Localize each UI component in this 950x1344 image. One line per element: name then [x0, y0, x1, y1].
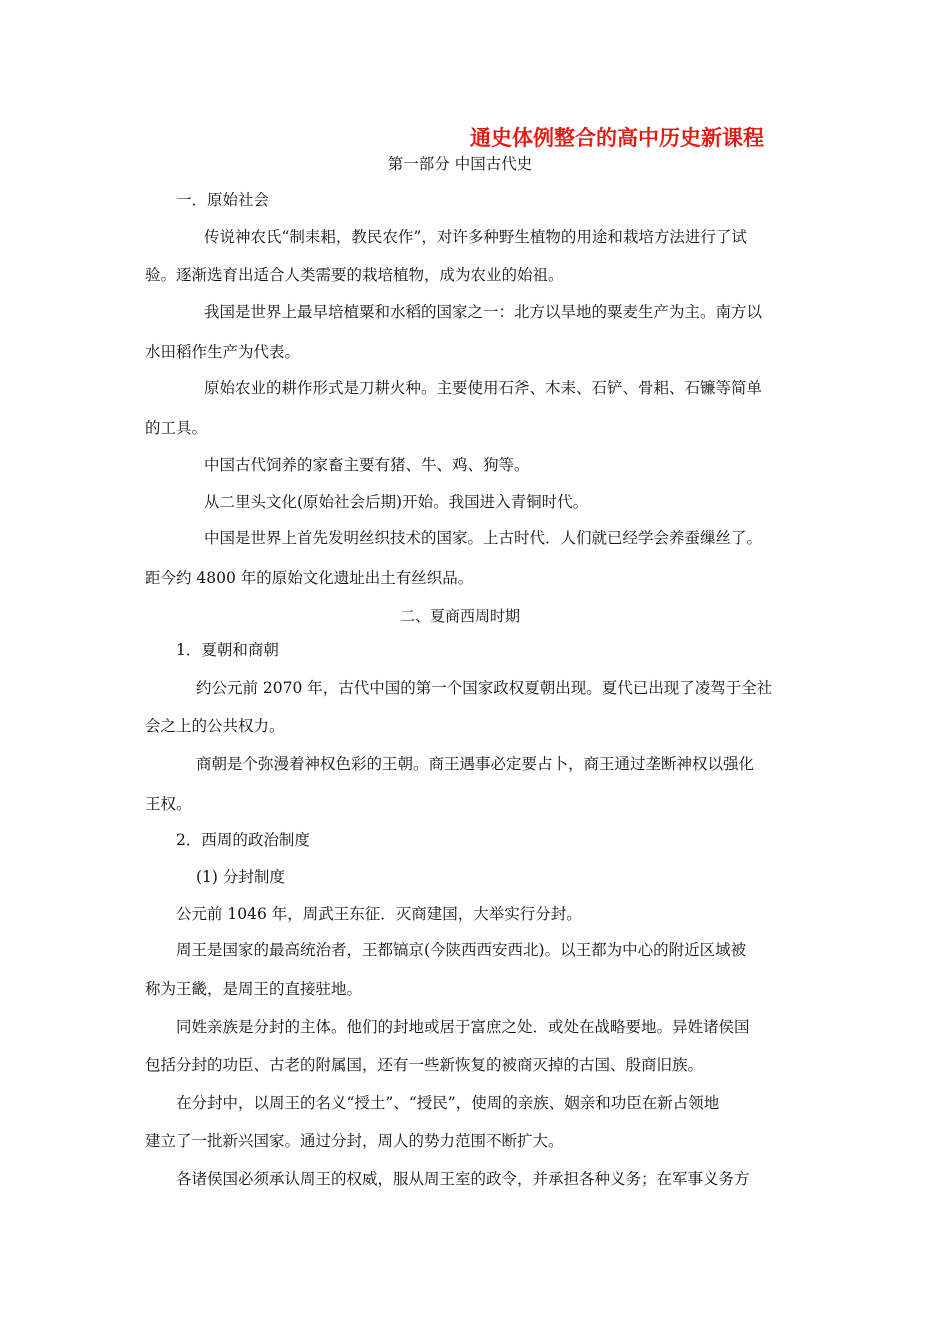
paragraph-line: 从二里头文化(原始社会后期)开始。我国进入青铜时代。 [204, 493, 589, 511]
paragraph-line: 我国是世界上最早培植粟和水稻的国家之一：北方以旱地的粟麦生产为主。南方以 [204, 303, 763, 321]
paragraph-line: 距今约 4800 年的原始文化遗址出土有丝织品。 [145, 569, 474, 587]
paragraph-line: 称为王畿，是周王的直接驻地。 [145, 980, 363, 998]
paragraph-line: 约公元前 2070 年，古代中国的第一个国家政权夏朝出现。夏代已出现了凌驾于全社 [196, 679, 773, 697]
paragraph-line: 中国是世界上首先发明丝织技术的国家。上古时代．人们就已经学会养蚕缫丝了。 [204, 529, 763, 547]
paragraph-line: 周王是国家的最高统治者，王都镐京(今陕西西安西北)。以王都为中心的附近区域被 [176, 941, 747, 959]
subheading: 1．夏朝和商朝 [176, 641, 279, 659]
document-title: 通史体例整合的高中历史新课程 [470, 126, 764, 150]
paragraph-line: 王权。 [145, 795, 192, 813]
paragraph-line: 包括分封的功臣、古老的附属国，还有一些新恢复的被商灭掉的古国、殷商旧族。 [145, 1056, 704, 1074]
paragraph-line: 验。逐渐选育出适合人类需要的栽培植物，成为农业的始祖。 [145, 266, 564, 284]
paragraph-line: 传说神农氏“制耒耜，教民农作”，对许多种野生植物的用途和栽培方法进行了试 [204, 228, 747, 246]
paragraph-line: 会之上的公共权力。 [145, 717, 285, 735]
paragraph-line: 水田稻作生产为代表。 [145, 343, 301, 361]
subheading: 2．西周的政治制度 [176, 831, 310, 849]
section1-heading: 一．原始社会 [176, 191, 270, 209]
paragraph-line: 原始农业的耕作形式是刀耕火种。主要使用石斧、木耒、石铲、骨耜、石镰等简单 [204, 379, 763, 397]
subheading: (1) 分封制度 [196, 868, 285, 886]
paragraph-line: 在分封中，以周王的名义“授土”、“授民”，使周的亲族、姻亲和功臣在新占领地 [176, 1094, 720, 1112]
section2-heading: 二、夏商西周时期 [399, 607, 520, 625]
paragraph-line: 建立了一批新兴国家。通过分封，周人的势力范围不断扩大。 [145, 1132, 564, 1150]
paragraph-line: 商朝是个弥漫着神权色彩的王朝。商王遇事必定要占卜，商王通过垄断神权以强化 [196, 755, 755, 773]
part-heading: 第一部分 中国古代史 [387, 155, 533, 173]
paragraph-line: 各诸侯国必须承认周王的权威，服从周王室的政令，并承担各种义务；在军事义务方 [176, 1170, 750, 1188]
paragraph-line: 同姓亲族是分封的主体。他们的封地或居于富庶之处．或处在战略要地。异姓诸侯国 [176, 1018, 750, 1036]
paragraph-line: 中国古代饲养的家畜主要有猪、牛、鸡、狗等。 [204, 456, 530, 474]
paragraph-line: 公元前 1046 年，周武王东征．灭商建国，大举实行分封。 [176, 905, 582, 923]
paragraph-line: 的工具。 [145, 419, 208, 437]
